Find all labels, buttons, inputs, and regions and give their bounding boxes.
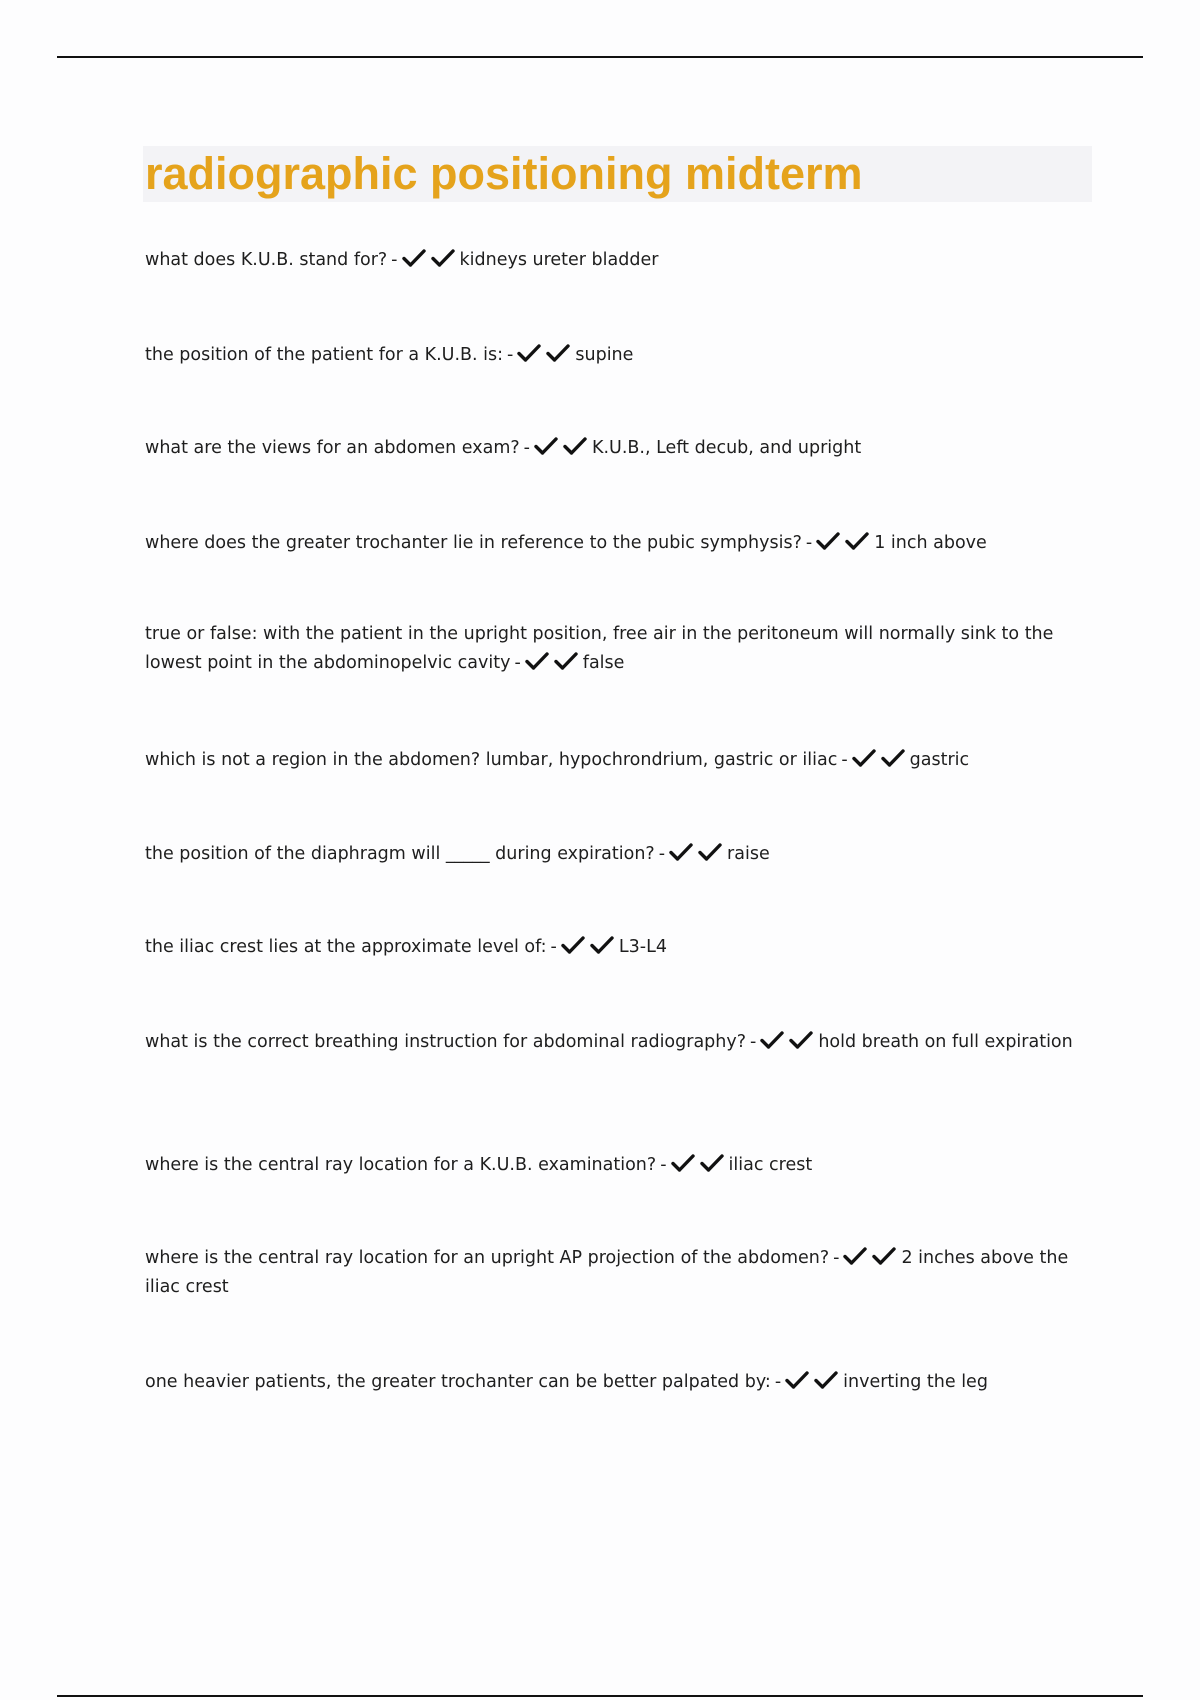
separator: - [658,844,666,864]
qa-item [145,840,1090,869]
check-mark-icon [872,1246,898,1266]
question-text: the position of the patient for a K.U.B. is: [145,345,504,365]
answer-text: supine [575,345,634,365]
qa-item [145,933,1090,962]
answer-text: 2 inches above the iliac crest [145,1248,1069,1297]
separator: - [841,750,848,770]
qa-item [145,341,1090,370]
check-mark-icon [845,531,871,551]
qa-item [145,746,1090,775]
separator: - [774,1372,782,1392]
qa-item [145,434,1090,463]
bottom-rule [57,1695,1143,1697]
answer-text: iliac crest [728,1155,813,1175]
qa-item [145,1028,1090,1057]
qa-item [145,620,1090,678]
check-mark-icon [431,248,457,268]
separator: - [507,345,514,365]
check-mark-icon [760,1030,786,1050]
check-mark-icon [852,748,878,768]
answer-text: false [582,653,625,673]
check-mark-icon [671,1153,697,1173]
check-mark-icon [785,1370,811,1390]
question-text: what are the views for an abdomen exam? [145,438,520,458]
check-mark-icon [843,1246,869,1266]
answer-text: kidneys ureter bladder [459,250,659,270]
answer-text: gastric [909,750,970,770]
answer-text: inverting the leg [843,1372,988,1392]
document-title: radiographic positioning midterm [145,148,863,199]
qa-item [145,1151,1090,1180]
qa-item [145,246,1090,275]
check-mark-icon [789,1030,815,1050]
question-text: one heavier patients, the greater trochanter can be better palpated by: [145,1372,771,1392]
question-text: where is the central ray location for an upright AP projection of the abdomen? [145,1248,830,1268]
check-mark-icon [554,651,580,671]
qa-item [145,1368,1090,1397]
check-mark-icon [561,935,587,955]
question-text: true or false: with the patient in the upright position, free air in the peritoneum will normally sink to the lowest point in the abdominopelvic cavity [145,624,1054,673]
check-mark-icon [881,748,907,768]
question-text: which is not a region in the abdomen? lumbar, hypochrondrium, gastric or iliac [145,750,838,770]
check-mark-icon [700,1153,726,1173]
question-text: where is the central ray location for a K.U.B. examination? [145,1155,657,1175]
separator: - [660,1155,667,1175]
check-mark-icon [402,248,428,268]
check-mark-icon [525,651,551,671]
question-text: what is the correct breathing instruction for abdominal radiography? [145,1032,747,1052]
answer-text: raise [727,844,770,864]
separator: - [391,250,398,270]
check-mark-icon [534,436,560,456]
question-text: the iliac crest lies at the approximate level of: [145,937,547,957]
check-mark-icon [669,842,695,862]
top-rule [57,56,1143,58]
qa-item [145,1244,1090,1302]
separator: - [833,1248,840,1268]
check-mark-icon [546,343,572,363]
separator: - [550,937,557,957]
separator: - [523,438,530,458]
question-text: what does K.U.B. stand for? [145,250,388,270]
answer-text: hold breath on full expiration [818,1032,1073,1052]
answer-text: K.U.B., Left decub, and upright [592,438,862,458]
answer-text: 1 inch above [874,533,987,553]
check-mark-icon [816,531,842,551]
qa-item [145,529,1090,558]
question-text: where does the greater trochanter lie in reference to the pubic symphysis? [145,533,802,553]
check-mark-icon [590,935,616,955]
separator: - [514,653,521,673]
answer-text: L3-L4 [618,937,667,957]
check-mark-icon [563,436,589,456]
check-mark-icon [517,343,543,363]
separator: - [750,1032,757,1052]
separator: - [805,533,813,553]
check-mark-icon [814,1370,840,1390]
check-mark-icon [698,842,724,862]
question-text: the position of the diaphragm will _____ during expiration? [145,844,655,864]
